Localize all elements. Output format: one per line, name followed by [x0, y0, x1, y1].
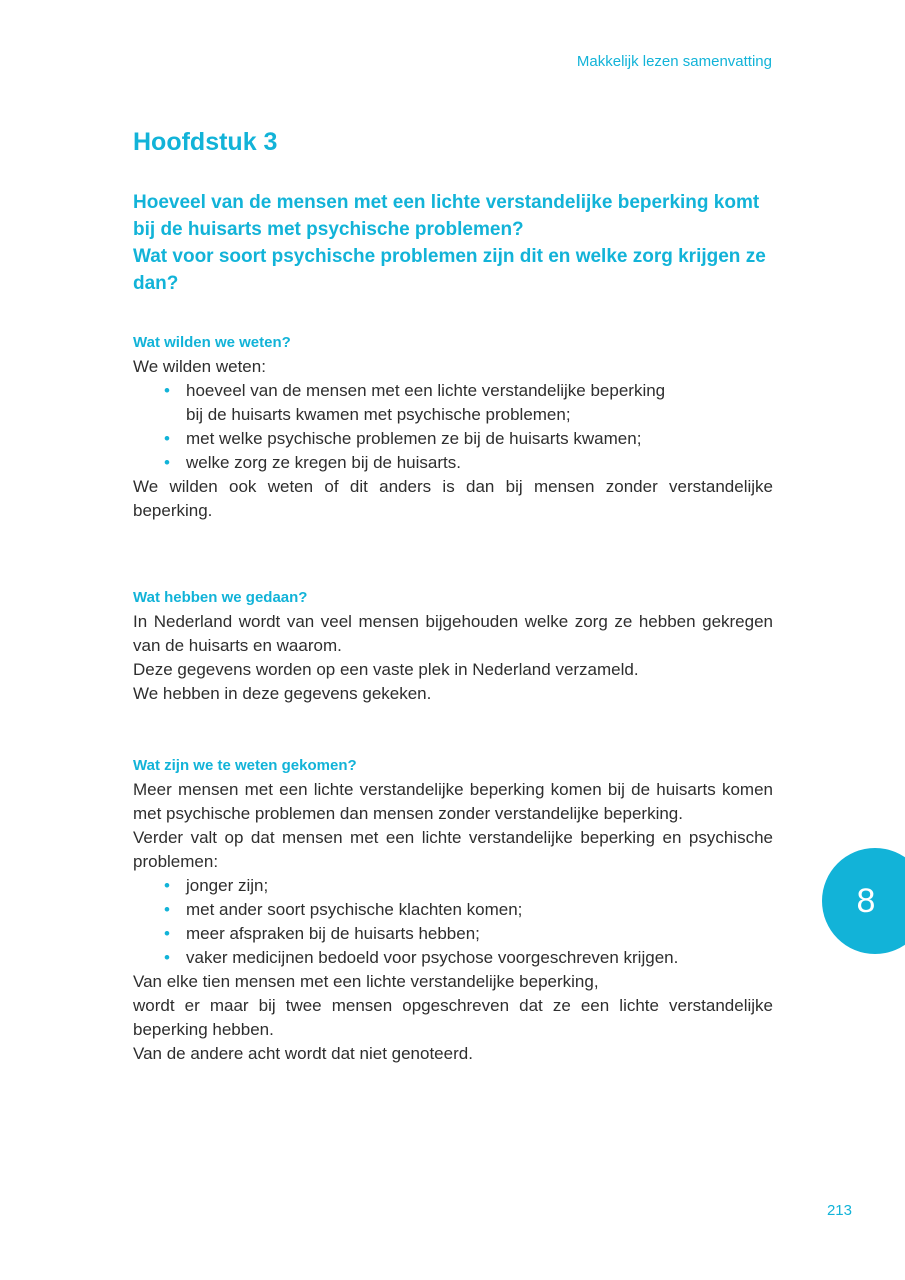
running-header: Makkelijk lezen samenvatting: [576, 53, 772, 70]
bullet-dot-icon: •: [164, 900, 170, 919]
list-item-text: bij de huisarts kwamen met psychische problemen;: [186, 405, 571, 424]
section-heading: Wat hebben we gedaan?: [133, 589, 308, 606]
bullet-list: [133, 874, 773, 970]
main-question-line: Hoeveel van de mensen met een lichte verstandelijke beperking komt bij de huisarts met psychische problemen?: [133, 192, 760, 240]
list-item: [164, 379, 773, 427]
bullet-dot-icon: •: [164, 381, 170, 400]
list-item: [164, 922, 773, 946]
list-item-text: meer afspraken bij de huisarts hebben;: [186, 924, 480, 943]
section-wat-hebben-we-gedaan: [133, 586, 773, 706]
chapter-title: Hoofdstuk 3: [133, 128, 278, 156]
bullet-dot-icon: •: [164, 924, 170, 943]
section-heading: Wat wilden we weten?: [133, 334, 291, 351]
paragraph: Van elke tien mensen met een lichte verstandelijke beperking,: [133, 972, 599, 991]
paragraph: wordt er maar bij twee mensen opgeschreven dat ze een lichte verstandelijke beperking hebben.: [133, 996, 773, 1039]
paragraph: Verder valt op dat mensen met een lichte verstandelijke beperking en psychische problemen:: [133, 828, 773, 871]
chapter-main-question: [133, 189, 783, 297]
list-item: [164, 874, 773, 898]
list-item-text: vaker medicijnen bedoeld voor psychose voorgeschreven krijgen.: [186, 948, 679, 967]
bullet-dot-icon: •: [164, 453, 170, 472]
page-number: 213: [826, 1202, 852, 1219]
list-item-text: met welke psychische problemen ze bij de huisarts kwamen;: [186, 429, 642, 448]
paragraph: In Nederland wordt van veel mensen bijgehouden welke zorg ze hebben gekregen van de huisarts en waarom.: [133, 612, 773, 655]
paragraph: We hebben in deze gegevens gekeken.: [133, 684, 432, 703]
paragraph: Deze gegevens worden op een vaste plek in Nederland verzameld.: [133, 660, 639, 679]
section-wat-zijn-we-te-weten-gekomen: [133, 754, 773, 1066]
paragraph: Van de andere acht wordt dat niet genoteerd.: [133, 1044, 473, 1063]
section-wat-wilden-we-weten: [133, 331, 773, 523]
chapter-tab-number: 8: [856, 882, 876, 920]
section-outro: We wilden ook weten of dit anders is dan bij mensen zonder verstandelijke beperking.: [133, 477, 773, 520]
bullet-dot-icon: •: [164, 948, 170, 967]
list-item: [164, 451, 773, 475]
list-item-text: met ander soort psychische klachten komen;: [186, 900, 523, 919]
list-item-text: hoeveel van de mensen met een lichte verstandelijke beperking: [186, 381, 666, 400]
list-item: [164, 946, 773, 970]
section-intro: We wilden weten:: [133, 357, 266, 376]
paragraph: Meer mensen met een lichte verstandelijke beperking komen bij de huisarts komen met psychische problemen dan mensen zonder verstandelijke beperking.: [133, 780, 773, 823]
chapter-tab: [822, 848, 905, 954]
list-item: [164, 898, 773, 922]
bullet-dot-icon: •: [164, 429, 170, 448]
section-heading: Wat zijn we te weten gekomen?: [133, 757, 357, 774]
bullet-dot-icon: •: [164, 876, 170, 895]
bullet-list: [133, 379, 773, 475]
list-item-text: welke zorg ze kregen bij de huisarts.: [186, 453, 461, 472]
list-item-text: jonger zijn;: [186, 876, 269, 895]
list-item: [164, 427, 773, 451]
main-question-line: Wat voor soort psychische problemen zijn dit en welke zorg krijgen ze dan?: [133, 246, 766, 294]
